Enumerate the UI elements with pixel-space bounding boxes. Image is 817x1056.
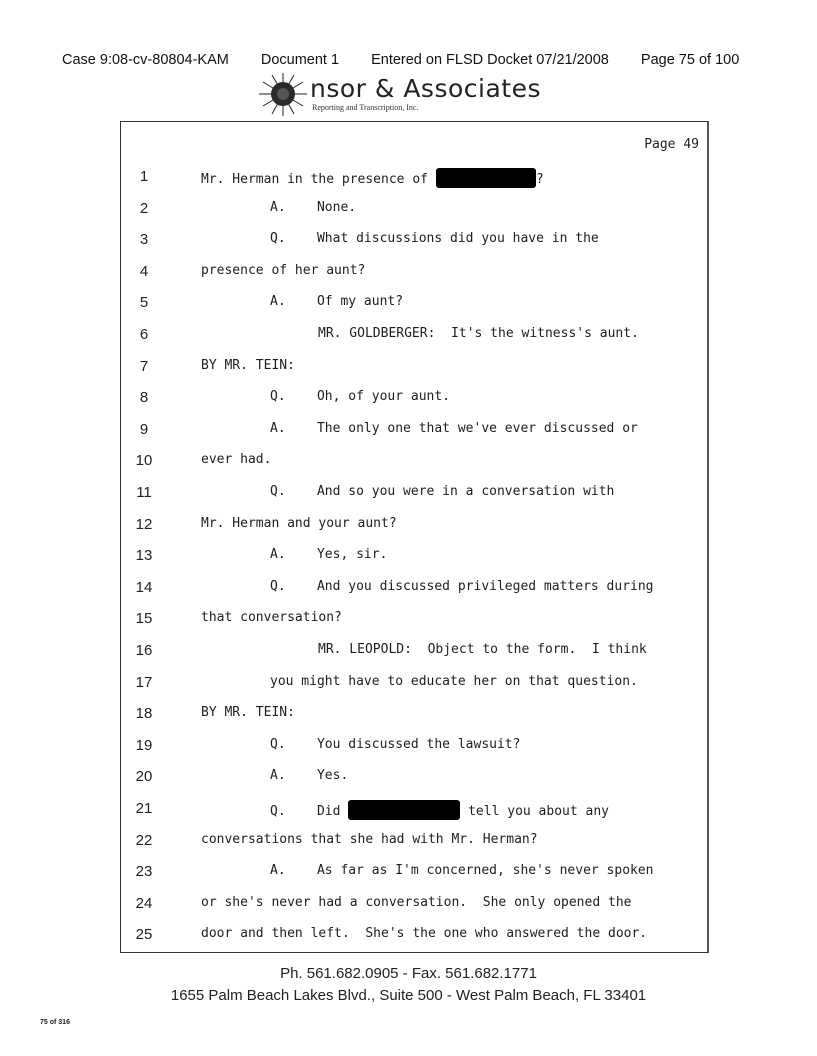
line-number: 2 bbox=[139, 199, 149, 217]
line-text bbox=[270, 863, 654, 878]
line-text-segment: presence of her aunt? bbox=[201, 262, 366, 278]
line-text bbox=[201, 705, 295, 720]
line-text bbox=[270, 800, 609, 820]
transcript-line bbox=[121, 168, 707, 200]
page-count: 75 of 316 bbox=[40, 1019, 70, 1026]
line-text bbox=[201, 168, 544, 188]
line-text-segment: conversations that she had with Mr. Herman? bbox=[201, 831, 538, 847]
line-number: 16 bbox=[135, 642, 153, 659]
line-text bbox=[318, 326, 639, 341]
line-number: 4 bbox=[139, 262, 149, 280]
line-number: 1 bbox=[139, 168, 149, 185]
line-number: 14 bbox=[135, 578, 153, 596]
footer-address: 1655 Palm Beach Lakes Blvd., Suite 500 - West Palm Beach, FL 33401 bbox=[170, 987, 647, 1004]
line-text-segment: BY MR. TEIN: bbox=[201, 705, 295, 721]
transcript-page bbox=[120, 121, 709, 953]
line-text bbox=[270, 737, 520, 752]
line-text-segment: Q. Oh, of your aunt. bbox=[270, 389, 451, 405]
line-number: 11 bbox=[136, 484, 152, 501]
line-number: 12 bbox=[135, 515, 153, 533]
transcript-line bbox=[121, 421, 707, 453]
line-text-segment: A. None. bbox=[270, 199, 357, 215]
company-logo bbox=[258, 72, 558, 118]
entered-date: Entered on FLSD Docket 07/21/2008 bbox=[371, 52, 609, 68]
line-text-segment: Mr. Herman in the presence of bbox=[201, 172, 436, 187]
line-number: 7 bbox=[139, 357, 149, 375]
docket-header bbox=[62, 52, 762, 68]
line-number: 9 bbox=[139, 420, 149, 438]
line-text-segment: or she's never had a conversation. She only opened the bbox=[201, 894, 632, 910]
line-text bbox=[201, 832, 538, 847]
line-number: 8 bbox=[139, 389, 149, 407]
transcript-line bbox=[121, 326, 707, 358]
line-text-segment: Mr. Herman and your aunt? bbox=[201, 515, 397, 531]
line-text bbox=[201, 516, 397, 531]
transcript-line bbox=[121, 231, 707, 263]
transcript-line bbox=[121, 737, 707, 769]
line-text-segment: ? bbox=[535, 172, 544, 187]
transcript-line bbox=[121, 642, 707, 674]
line-text-segment: that conversation? bbox=[201, 610, 342, 626]
line-text-segment: tell you about any bbox=[460, 804, 609, 819]
transcript-line bbox=[121, 452, 707, 484]
line-number: 3 bbox=[139, 231, 149, 249]
line-text-segment: A. Yes. bbox=[270, 768, 349, 784]
transcript-line bbox=[121, 579, 707, 611]
transcript-line bbox=[121, 263, 707, 295]
line-number: 6 bbox=[139, 326, 149, 343]
logo-name: nsor & Associates bbox=[310, 74, 541, 103]
transcript-line bbox=[121, 863, 707, 895]
line-text bbox=[270, 200, 356, 215]
line-text-segment: BY MR. TEIN: bbox=[201, 357, 295, 373]
line-text-segment: door and then left. She's the one who answered the door. bbox=[201, 926, 648, 942]
page-number: Page 75 of 100 bbox=[640, 52, 740, 68]
line-number: 22 bbox=[135, 831, 153, 849]
line-text bbox=[318, 642, 647, 657]
line-text bbox=[201, 263, 365, 278]
line-text bbox=[270, 231, 599, 246]
line-text bbox=[270, 294, 403, 309]
transcript-line bbox=[121, 832, 707, 864]
line-text-segment: you might have to educate her on that question. bbox=[270, 673, 638, 689]
transcript-line bbox=[121, 516, 707, 548]
line-text bbox=[201, 926, 647, 941]
transcript-line bbox=[121, 358, 707, 390]
line-text-segment: Q. And you discussed privileged matters during bbox=[270, 578, 654, 594]
line-text bbox=[270, 421, 638, 436]
line-text bbox=[201, 452, 271, 467]
line-number: 15 bbox=[135, 610, 153, 628]
line-number: 17 bbox=[135, 673, 153, 691]
line-number: 5 bbox=[139, 294, 149, 312]
line-number: 20 bbox=[135, 768, 153, 786]
line-text-segment: Q. And so you were in a conversation with bbox=[270, 484, 615, 499]
line-text bbox=[201, 358, 295, 373]
line-text-segment: A. Of my aunt? bbox=[270, 294, 404, 310]
transcript-line bbox=[121, 389, 707, 421]
line-text-segment: MR. GOLDBERGER: It's the witness's aunt. bbox=[318, 326, 639, 341]
line-text bbox=[270, 484, 614, 499]
document-number: Document 1 bbox=[260, 52, 340, 68]
logo-tagline: Reporting and Transcription, Inc. bbox=[312, 103, 419, 112]
transcript-line bbox=[121, 705, 707, 737]
redaction-block bbox=[348, 800, 460, 820]
line-number: 18 bbox=[135, 705, 153, 723]
line-text bbox=[201, 610, 342, 625]
line-number: 21 bbox=[135, 800, 153, 817]
line-number: 13 bbox=[135, 547, 153, 565]
line-text bbox=[270, 389, 450, 404]
line-text bbox=[270, 768, 348, 783]
transcript-line bbox=[121, 610, 707, 642]
transcript-line bbox=[121, 484, 707, 516]
transcript-line bbox=[121, 800, 707, 832]
line-text-segment: Q. What discussions did you have in the bbox=[270, 231, 599, 247]
case-number: Case 9:08-cv-80804-KAM bbox=[62, 52, 229, 68]
footer-phone: Ph. 561.682.0905 - Fax. 561.682.1771 bbox=[280, 965, 537, 982]
line-text bbox=[270, 547, 387, 562]
line-number: 25 bbox=[135, 926, 153, 944]
line-text-segment: A. Yes, sir. bbox=[270, 547, 388, 563]
transcript-line bbox=[121, 674, 707, 706]
line-number: 10 bbox=[135, 452, 153, 470]
line-text-segment: A. The only one that we've ever discussed or bbox=[270, 420, 638, 436]
line-text-segment: Q. Did bbox=[270, 804, 349, 819]
transcript-line bbox=[121, 547, 707, 579]
transcript-page-label: Page 49 bbox=[644, 137, 699, 152]
transcript-line bbox=[121, 926, 707, 958]
line-text-segment: A. As far as I'm concerned, she's never spoken bbox=[270, 863, 654, 879]
transcript-line bbox=[121, 200, 707, 232]
transcript-line bbox=[121, 895, 707, 927]
line-number: 19 bbox=[135, 736, 153, 754]
line-text bbox=[270, 579, 654, 594]
line-number: 24 bbox=[135, 894, 153, 912]
redaction-block bbox=[436, 168, 536, 188]
line-text bbox=[201, 895, 631, 910]
seal-logo-icon bbox=[258, 72, 308, 116]
line-text-segment: ever had. bbox=[201, 452, 272, 468]
transcript-line bbox=[121, 768, 707, 800]
line-number: 23 bbox=[135, 863, 153, 881]
line-text-segment: MR. LEOPOLD: Object to the form. I think bbox=[318, 642, 647, 657]
line-text bbox=[270, 674, 638, 689]
line-text-segment: Q. You discussed the lawsuit? bbox=[270, 736, 521, 752]
transcript-line bbox=[121, 294, 707, 326]
